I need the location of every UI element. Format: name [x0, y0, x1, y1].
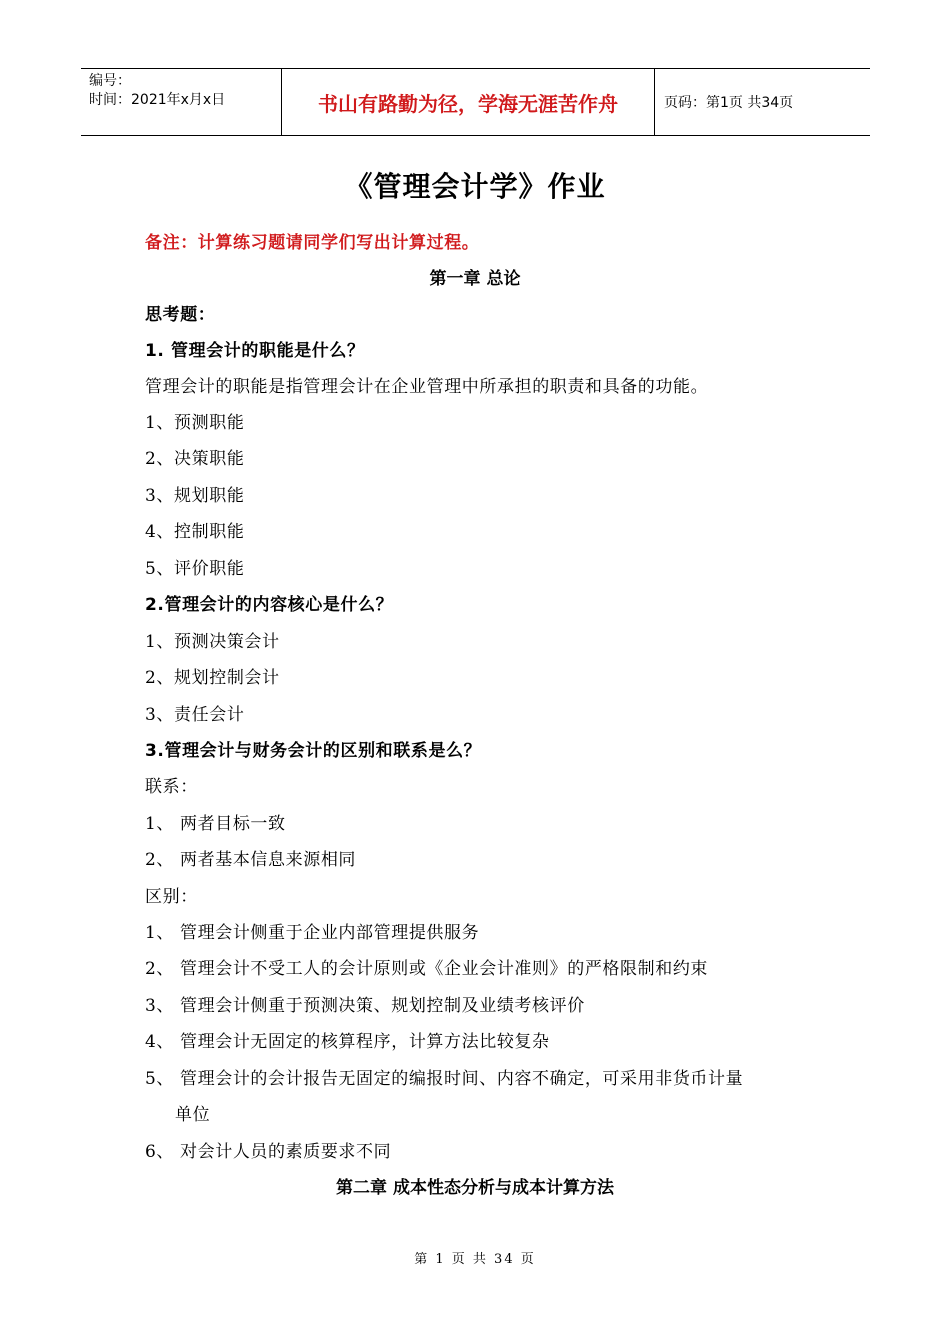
- document-time-label: 时间：2021年x月x日: [89, 92, 226, 108]
- list-item: 1、预测职能: [145, 413, 245, 433]
- question-1: 1. 管理会计的职能是什么？: [145, 341, 365, 361]
- page-info: 页码：第1页 共34页: [664, 95, 794, 111]
- list-item: 3、责任会计: [145, 705, 245, 725]
- document-number-label: 编号：: [89, 73, 131, 89]
- question-3: 3.管理会计与财务会计的区别和联系是么？: [145, 741, 482, 761]
- list-item-continuation: 单位: [175, 1105, 211, 1125]
- list-item: 4、 管理会计无固定的核算程序，计算方法比较复杂: [145, 1032, 550, 1052]
- difference-label: 区别：: [145, 887, 198, 907]
- list-item: 3、规划职能: [145, 486, 245, 506]
- list-item: 5、评价职能: [145, 559, 245, 579]
- page-footer: 第 1 页 共 34 页: [414, 1252, 536, 1267]
- list-item: 1、 管理会计侧重于企业内部管理提供服务: [145, 923, 480, 943]
- list-item: 6、 对会计人员的素质要求不同: [145, 1142, 392, 1162]
- list-item: 1、预测决策会计: [145, 632, 280, 652]
- section-label: 思考题：: [145, 305, 216, 325]
- chapter2-heading: 第二章 成本性态分析与成本计算方法: [336, 1178, 614, 1198]
- relation-label: 联系：: [145, 777, 198, 797]
- list-item: 1、 两者目标一致: [145, 814, 286, 834]
- document-title: 《管理会计学》作业: [344, 170, 606, 203]
- list-item: 2、规划控制会计: [145, 668, 280, 688]
- list-item: 4、控制职能: [145, 522, 245, 542]
- list-item: 2、决策职能: [145, 449, 245, 469]
- question-1-intro: 管理会计的职能是指管理会计在企业管理中所承担的职责和具备的功能。: [145, 377, 709, 397]
- chapter1-heading: 第一章 总论: [429, 269, 521, 289]
- header-table: [81, 68, 870, 136]
- header-page-cell: [655, 69, 870, 135]
- header-meta-cell: [81, 69, 282, 135]
- note-text: 备注：计算练习题请同学们写出计算过程。: [145, 233, 480, 253]
- question-2: 2.管理会计的内容核心是什么？: [145, 595, 394, 615]
- header-motto-cell: [282, 69, 655, 135]
- list-item: 2、 管理会计不受工人的会计原则或《企业会计准则》的严格限制和约束: [145, 959, 709, 979]
- motto-text: 书山有路勤为径，学海无涯苦作舟: [318, 91, 618, 116]
- list-item: 2、 两者基本信息来源相同: [145, 850, 357, 870]
- list-item: 5、 管理会计的会计报告无固定的编报时间、内容不确定，可采用非货币计量: [145, 1069, 744, 1089]
- list-item: 3、 管理会计侧重于预测决策、规划控制及业绩考核评价: [145, 996, 585, 1016]
